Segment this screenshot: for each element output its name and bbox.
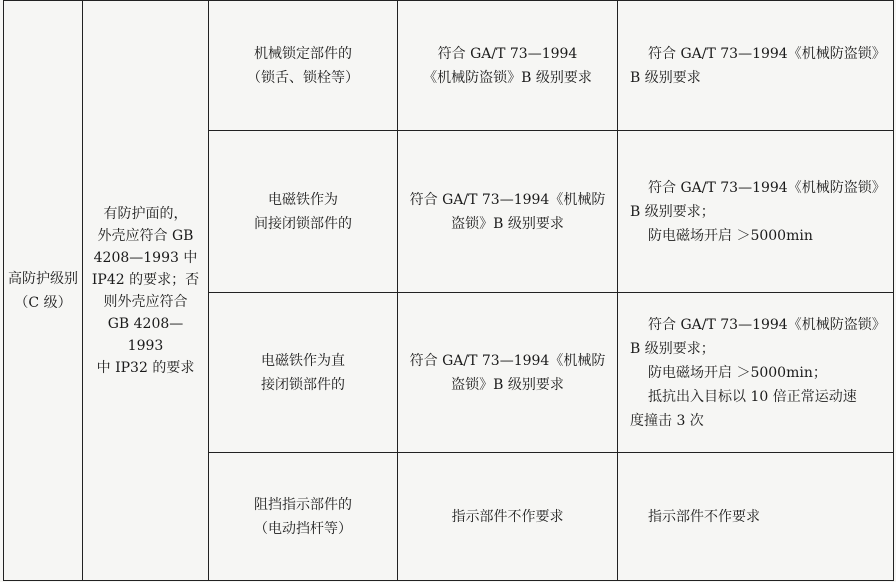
requirement-line: 指示部件不作要求 <box>451 508 564 525</box>
high-level-line: B 级别要求； <box>630 203 715 220</box>
requirement-line: 盗锁》B 级别要求 <box>451 376 564 393</box>
high-level-line: 防电磁场开启 ＞5000min； <box>648 364 827 381</box>
housing-requirement-cell <box>83 1 209 581</box>
housing-line: 4208—1993 中 <box>93 249 198 266</box>
protection-level-cell <box>4 1 83 581</box>
housing-line: IP42 的要求；否 <box>91 271 200 288</box>
high-level-line: 符合 GA/T 73—1994《机械防盗锁》 <box>648 179 886 196</box>
part-line: （电动挡杆等） <box>254 520 352 537</box>
requirement-line: 符合 GA/T 73—1994《机械防 <box>409 352 606 369</box>
high-level-line: 抵抗出入目标以 10 倍正常运动速 <box>648 388 857 405</box>
housing-line: 中 IP32 的要求 <box>96 359 195 376</box>
high-level-line: B 级别要求 <box>630 69 701 86</box>
requirements-table <box>3 0 894 581</box>
requirement-line: 符合 GA/T 73—1994 <box>437 45 578 62</box>
protection-level-grade: （C 级） <box>14 294 72 311</box>
high-level-line: 指示部件不作要求 <box>648 508 760 525</box>
housing-line: 外壳应符合 GB <box>97 227 194 244</box>
part-line: 机械锁定部件的 <box>254 45 352 62</box>
housing-line: 则外壳应符合 <box>103 293 188 310</box>
high-level-line: 符合 GA/T 73—1994《机械防盗锁》 <box>648 316 886 333</box>
requirement-line: 符合 GA/T 73—1994《机械防 <box>409 191 606 208</box>
part-line: （锁舌、锁栓等） <box>247 69 359 86</box>
housing-line: 有防护面的， <box>103 205 188 222</box>
part-cell <box>209 293 398 453</box>
high-level-line: 防电磁场开启 ＞5000min <box>648 227 813 244</box>
requirement-cell <box>398 293 618 453</box>
high-level-cell <box>618 293 894 453</box>
high-level-line: 符合 GA/T 73—1994《机械防盗锁》 <box>648 45 886 62</box>
table-row <box>4 1 894 131</box>
part-line: 阻挡指示部件的 <box>254 496 352 513</box>
housing-line: GB 4208—1993 <box>107 315 184 354</box>
part-line: 接闭锁部件的 <box>261 376 345 393</box>
requirement-line: 《机械防盗锁》B 级别要求 <box>423 69 592 86</box>
high-level-cell <box>618 131 894 293</box>
part-cell <box>209 453 398 581</box>
part-cell <box>209 1 398 131</box>
requirement-line: 盗锁》B 级别要求 <box>451 215 564 232</box>
high-level-line: B 级别要求； <box>630 340 715 357</box>
requirement-cell <box>398 453 618 581</box>
high-level-line: 度撞击 3 次 <box>630 412 704 429</box>
part-line: 电磁铁作为 <box>268 191 338 208</box>
high-level-cell <box>618 453 894 581</box>
part-line: 电磁铁作为直 <box>261 352 345 369</box>
requirement-cell <box>398 131 618 293</box>
requirement-cell <box>398 1 618 131</box>
protection-level-name: 高防护级别 <box>8 270 78 287</box>
part-line: 间接闭锁部件的 <box>254 215 352 232</box>
part-cell <box>209 131 398 293</box>
high-level-cell <box>618 1 894 131</box>
